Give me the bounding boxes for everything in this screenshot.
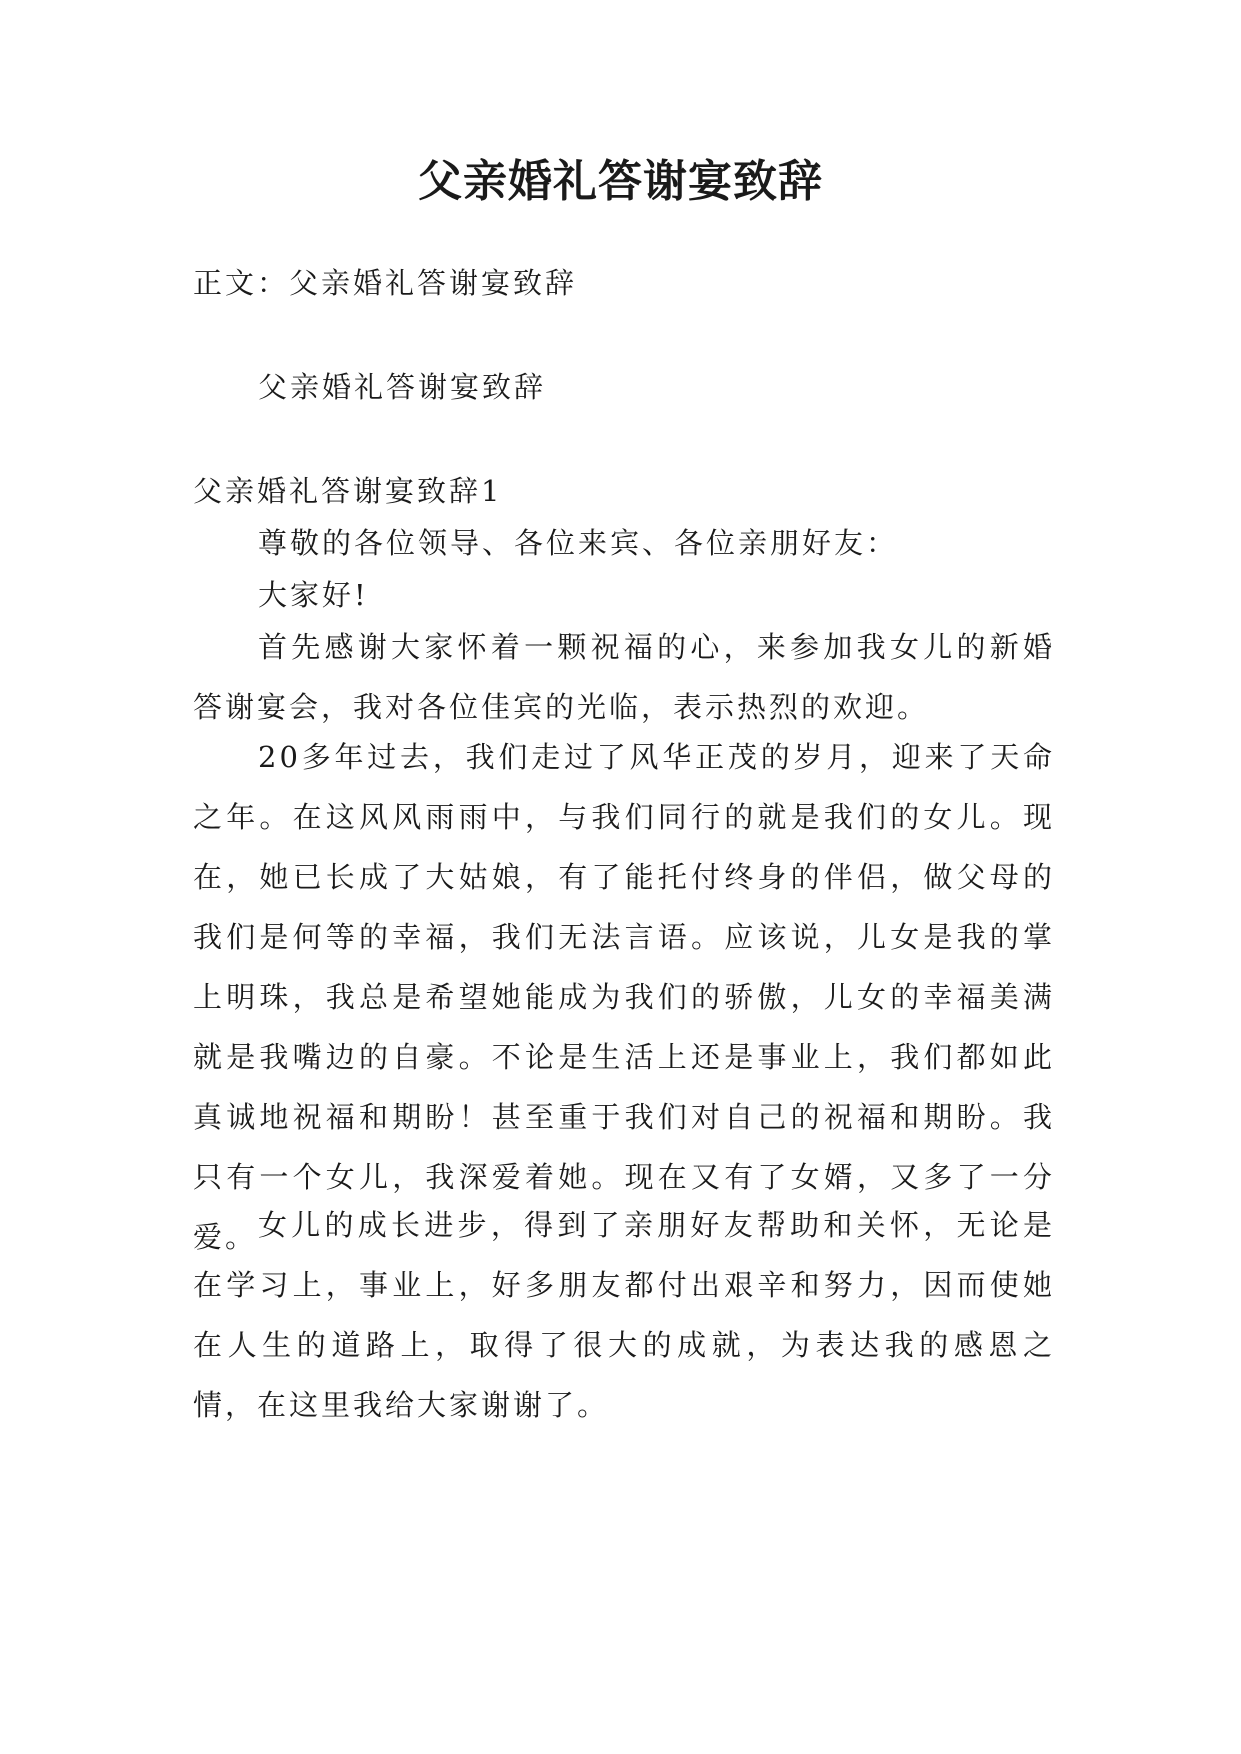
section-heading: 父亲婚礼答谢宴致辞1 — [193, 474, 503, 508]
paragraph: 女儿的成长进步，得到了亲朋好友帮助和关怀，无论是在学习上，事业上，好多朋友都付出艰辛和努力，因而使她在人生的道路上，取得了很大的成就，为表达我的感恩之情，在这里我给大家谢谢了。 — [193, 1208, 1055, 1422]
paragraph-block-3 — [193, 1195, 1055, 1435]
paragraph: 首先感谢大家怀着一颗祝福的心，来参加我女儿的新婚答谢宴会，我对各位佳宾的光临，表示热烈的欢迎。 — [193, 630, 1055, 724]
paragraph: 20多年过去，我们走过了风华正茂的岁月，迎来了天命之年。在这风风雨雨中，与我们同行的就是我们的女儿。现在，她已长成了大姑娘，有了能托付终身的伴侣，做父母的我们是何等的幸福，我们无法言语。应该说，儿女是我的掌上明珠，我总是希望她能成为我们的骄傲，儿女的幸福美满就是我嘴边的自豪。不论是生活上还是事业上，我们都如此真诚地祝福和期盼！甚至重于我们对自己的祝福和期盼。我只有一个女儿，我深爱着她。现在又有了女婿，又多了一分爱。 — [193, 740, 1055, 1254]
paragraph-block-2 — [193, 727, 1055, 1267]
greeting: 大家好! — [258, 578, 369, 612]
body-label: 正文：父亲婚礼答谢宴致辞 — [193, 266, 578, 300]
document-subtitle: 父亲婚礼答谢宴致辞 — [258, 370, 547, 404]
paragraph-block-1 — [193, 617, 1055, 737]
document-title: 父亲婚礼答谢宴致辞 — [418, 156, 823, 207]
salutation: 尊敬的各位领导、各位来宾、各位亲朋好友： — [258, 526, 899, 560]
